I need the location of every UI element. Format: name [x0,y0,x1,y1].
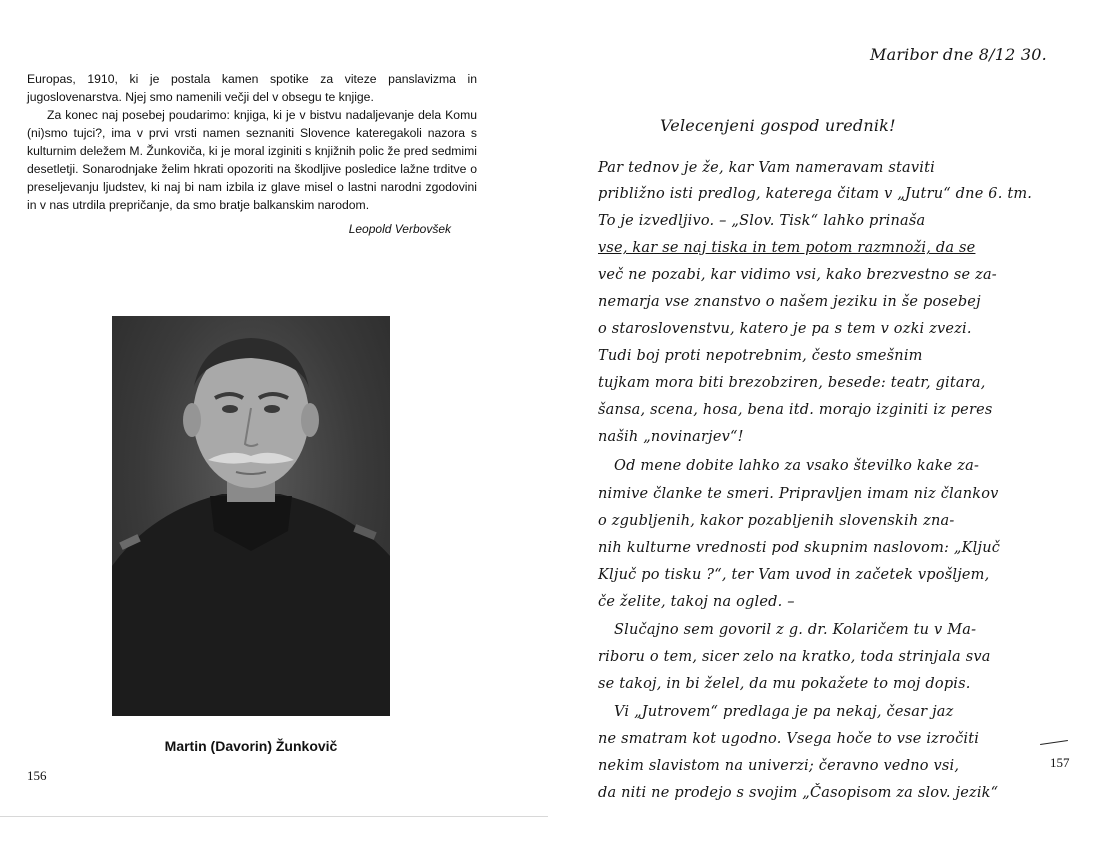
letter-line: To je izvedljivo. – „Slov. Tisk“ lahko prinaša [598,213,926,229]
photo-caption: Martin (Davorin) Žunkovič [164,738,338,754]
letter-line: vse, kar se naj tiska in tem potom razmnoži, da se [598,240,976,256]
letter-line: o zgubljenih, kakor pozabljenih slovenskih zna- [598,513,955,529]
letter-line: nimive članke te smeri. Pripravljen imam niz člankov [598,486,999,502]
letter-line: tujkam mora biti brezobziren, besede: teatr, gitara, [598,375,986,391]
letter-line: če želite, takoj na ogled. – [598,594,795,610]
closing-dash [1040,740,1068,745]
right-page [552,0,1100,850]
letter-line: Ključ po tisku ?“, ter Vam uvod in začetek vpošljem, [598,567,990,583]
letter-line: Slučajno sem govoril z g. dr. Kolaričem tu v Ma- [614,622,977,638]
letter-line: se takoj, in bi želel, da mu pokažete to moj dopis. [598,676,971,692]
author-signature: Leopold Verbovšek [348,222,451,236]
paragraph-1: Europas, 1910, ki je postala kamen spotike za viteze panslavizma in jugoslovenarstva. Njej smo namenili večji del v obsegu te knjige. [27,72,477,104]
letter-line: riboru o tem, sicer zelo na kratko, toda strinjala sva [598,649,991,665]
letter-greeting: Velecenjeni gospod urednik! [660,116,896,135]
letter-line: Vi „Jutrovem“ predlaga je pa nekaj, česar jaz [614,704,954,720]
letter-line: Par tednov je že, kar Vam nameravam staviti [598,160,935,176]
letter-line: približno isti predlog, katerega čitam v „Jutru“ dne 6. tm. [598,186,1033,202]
body-text [27,70,477,214]
letter-line: nemarja vse znanstvo o našem jeziku in še posebej [598,294,981,310]
paragraph-2: Za konec naj posebej poudarimo: knjiga, ki je v bistvu nadaljevanje dela Komu (ni)smo tujci?, ima v prvi vrsti namen seznaniti Slovence kateregakoli nazora s kulturnim deležem M. Žunkoviča, ki je moral izginiti s knjižnih polic že pred sedmimi desetletji. Sonarodnjake želim hkrati opozoriti na škodljive posledice lažne trditve o preseljevanju ljudstev, ki naj bi nam izbila iz glave misel o lastni narodni zgodovini in v nas utrdila prepričanje, da smo bratje balkanskim narodom. [27,108,477,212]
letter-line: nih kulturne vrednosti pod skupnim naslovom: „Ključ [598,540,1001,556]
portrait-photo [112,316,390,716]
letter-date: Maribor dne 8/12 30. [870,45,1047,64]
letter-line: o staroslovenstvu, katero je pa s tem v ozki zvezi. [598,321,972,337]
scan-edge-line [0,816,548,817]
portrait-illustration [112,316,390,716]
page-number-left: 156 [27,768,47,783]
letter-line: več ne pozabi, kar vidimo vsi, kako brezvestno se za- [598,267,997,283]
letter-line: šansa, scena, hosa, bena itd. morajo izginiti iz peres [598,402,993,418]
letter-line: ne smatram kot ugodno. Vsega hoče to vse izročiti [598,731,980,747]
page-number-right: 157 [1050,755,1070,770]
left-page [0,0,548,850]
letter-line: Tudi boj proti nepotrebnim, često smešnim [598,348,923,364]
letter-line: da niti ne prodejo s svojim „Časopisom za slov. jezik“ [598,785,999,801]
letter-line: naših „novinarjev“! [598,429,744,445]
letter-line: Od mene dobite lahko za vsako številko kake za- [614,458,980,474]
letter-line: nekim slavistom na univerzi; čeravno vedno vsi, [598,758,960,774]
